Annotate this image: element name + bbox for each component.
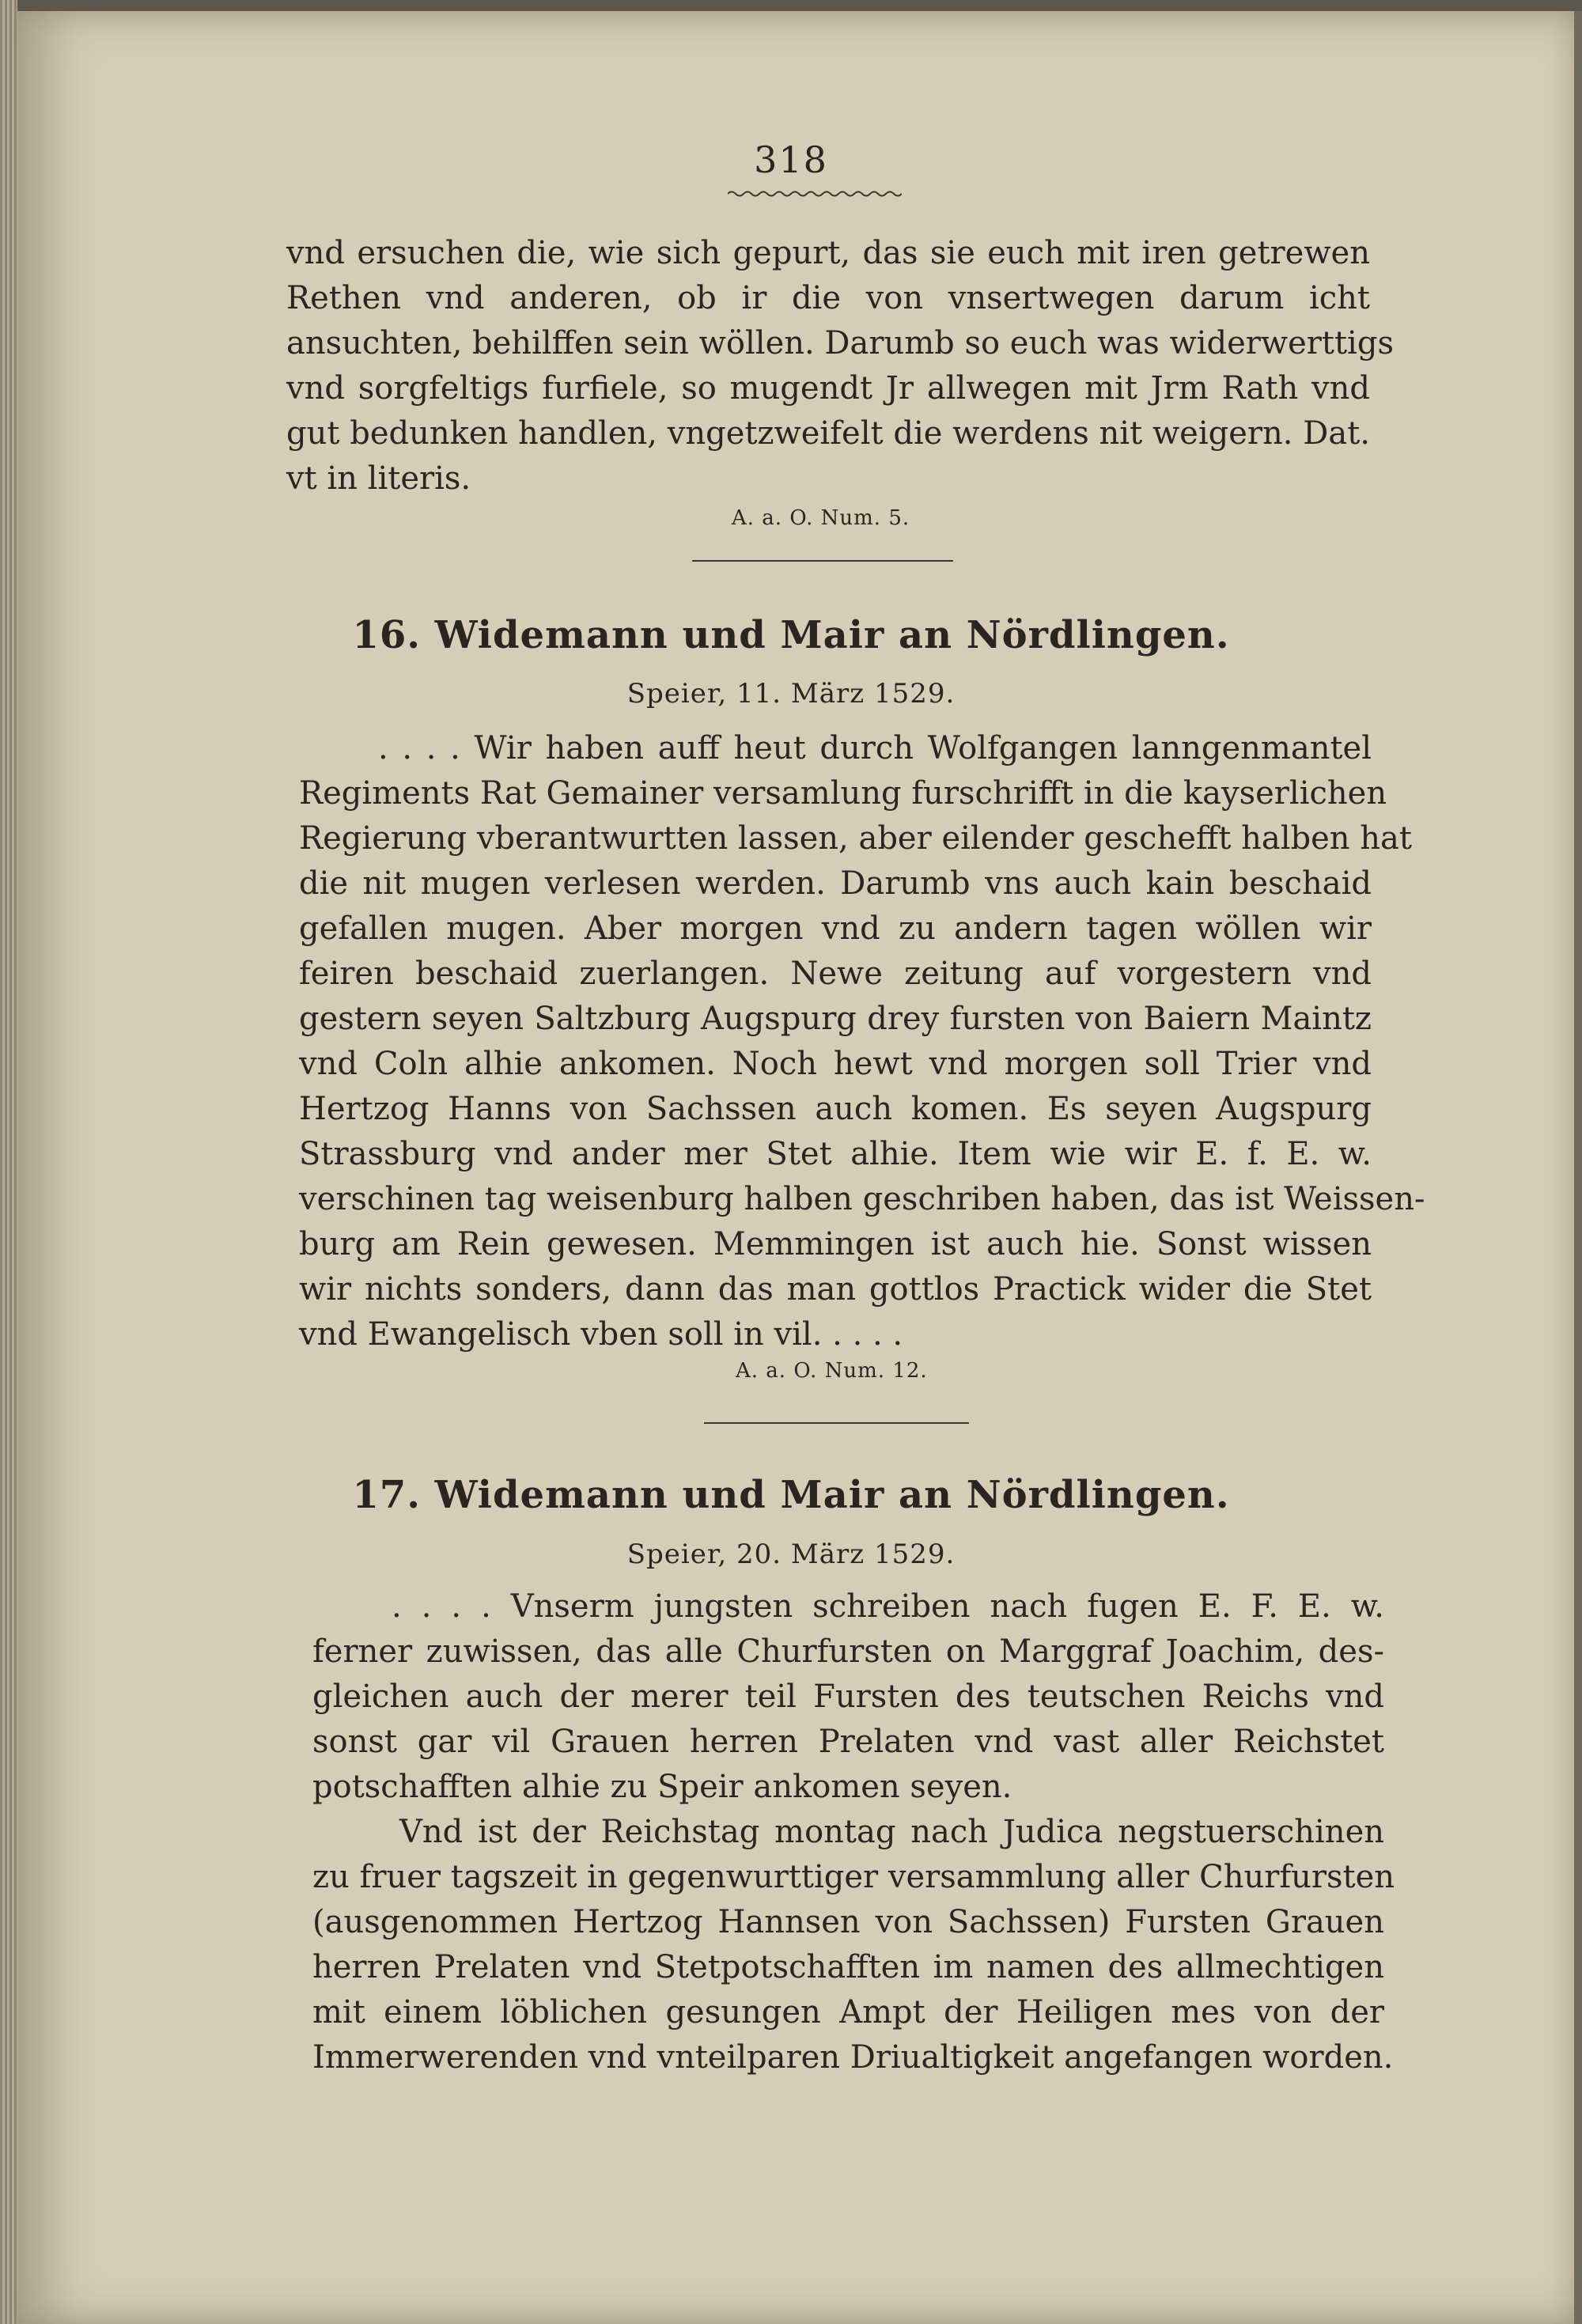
intro-paragraph <box>286 231 1394 502</box>
text-line: vnd sorgfeltigs furfiele, so mugendt Jr allwegen mit Jrm Rath vnd <box>286 370 1370 407</box>
book-page-edges <box>0 0 17 2324</box>
text-line: gefallen mugen. Aber morgen vnd zu andern tagen wöllen wir <box>299 910 1372 947</box>
text-line: herren Prelaten vnd Stetpotschafften im namen des allmechtigen <box>312 1949 1384 1985</box>
text-line: (ausgenommen Hertzog Hannsen von Sachssen) Fursten Grauen <box>312 1904 1384 1940</box>
section-divider <box>692 560 953 562</box>
text-line: . . . . Wir haben auff heut durch Wolfgangen lanngenmantel <box>378 730 1372 766</box>
page-number-ornament <box>728 188 902 199</box>
text-line: vt in literis. <box>286 460 471 497</box>
text-line: gut bedunken handlen, vngetzweifelt die werdens nit weigern. Dat. <box>286 415 1370 452</box>
text-line: vnd Ewangelisch vben soll in vil. . . . . <box>299 1316 903 1353</box>
text-line: mit einem löblichen gesungen Ampt der Heiligen mes von der <box>312 1994 1384 2031</box>
text-line: ansuchten, behilffen sein wöllen. Darumb so euch was widerwerttigs <box>286 325 1394 361</box>
section-16-heading: 16. Widemann und Mair an Nördlingen. <box>352 613 1230 657</box>
text-line: feiren beschaid zuerlangen. Newe zeitung auf vorgestern vnd <box>299 956 1372 992</box>
text-line: Strassburg vnd ander mer Stet alhie. Item wie wir E. f. E. w. <box>299 1136 1372 1172</box>
text-line: zu fruer tagszeit in gegenwurttiger versammlung aller Churfursten <box>312 1859 1395 1895</box>
text-line: Rethen vnd anderen, ob ir die von vnsertwegen darum icht <box>286 280 1370 316</box>
text-line: burg am Rein gewesen. Memmingen ist auch hie. Sonst wissen <box>299 1226 1372 1262</box>
section-17-body <box>312 1584 1395 2080</box>
text-line: gleichen auch der merer teil Fursten des teutschen Reichs vnd <box>312 1679 1384 1715</box>
text-line: Regiments Rat Gemainer versamlung furschrifft in die kayserlichen <box>299 775 1387 812</box>
text-line: potschafften alhie zu Speir ankomen seyen. <box>312 1769 1012 1805</box>
text-line: verschinen tag weisenburg halben geschriben haben, das ist Weissen- <box>299 1181 1425 1217</box>
text-line: Immerwerenden vnd vnteilparen Driualtigkeit angefangen worden. <box>312 2039 1394 2076</box>
section-16-source: A. a. O. Num. 12. <box>736 1359 928 1383</box>
book-top-edge <box>0 0 1582 11</box>
text-line: vnd ersuchen die, wie sich gepurt, das sie euch mit iren getrewen <box>286 235 1370 271</box>
text-line: Vnd ist der Reichstag montag nach Judica negstuerschinen <box>399 1814 1384 1850</box>
text-line: gestern seyen Saltzburg Augspurg drey fursten von Baiern Maintz <box>299 1001 1372 1037</box>
section-17-place-date: Speier, 20. März 1529. <box>626 1539 956 1570</box>
text-line: vnd Coln alhie ankomen. Noch hewt vnd morgen soll Trier vnd <box>299 1046 1372 1082</box>
page-number: 318 <box>754 138 828 181</box>
text-line: ferner zuwissen, das alle Churfursten on Marggraf Joachim, des- <box>312 1633 1384 1670</box>
section-16-place-date: Speier, 11. März 1529. <box>626 678 956 710</box>
text-line: . . . . Vnserm jungsten schreiben nach fugen E. F. E. w. <box>392 1588 1384 1625</box>
section-divider <box>704 1422 969 1424</box>
section-16-body <box>299 726 1425 1357</box>
text-line: Regierung vberantwurtten lassen, aber eilender geschefft halben hat <box>299 820 1412 857</box>
section-17-heading: 17. Widemann und Mair an Nördlingen. <box>352 1473 1230 1517</box>
text-line: Hertzog Hanns von Sachssen auch komen. Es seyen Augspurg <box>299 1091 1372 1127</box>
text-line: die nit mugen verlesen werden. Darumb vns auch kain beschaid <box>299 865 1372 902</box>
intro-source: A. a. O. Num. 5. <box>732 506 910 530</box>
text-line: wir nichts sonders, dann das man gottlos Practick wider die Stet <box>299 1271 1372 1308</box>
text-line: sonst gar vil Grauen herren Prelaten vnd vast aller Reichstet <box>312 1724 1384 1760</box>
